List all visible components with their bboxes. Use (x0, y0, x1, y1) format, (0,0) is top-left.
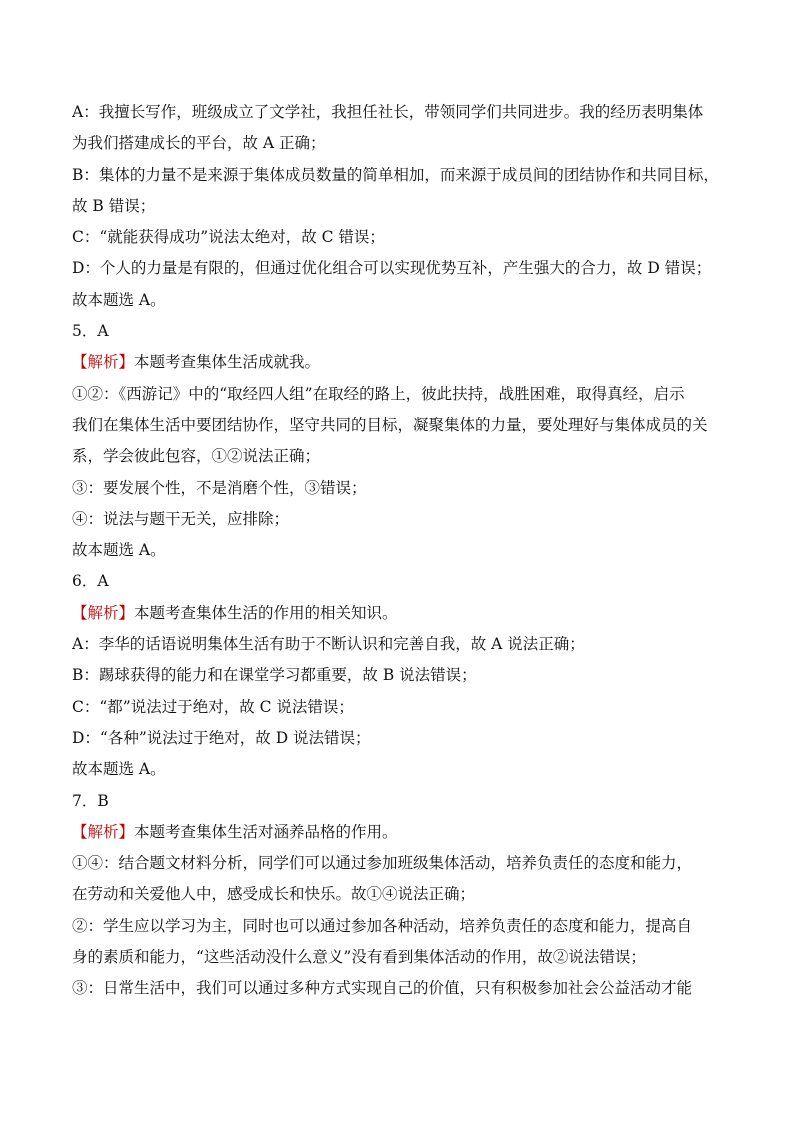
text-line: ③：日常生活中，我们可以通过多种方式实现自己的价值，只有积极参加社会公益活动才能 (72, 979, 693, 998)
text-line: 故本题选 A。 (72, 290, 166, 309)
text-line: 身的素质和能力，“这些活动没什么意义”没有看到集体活动的作用，故②说法错误； (72, 948, 646, 967)
analysis-text: 本题考查集体生活成就我。 (134, 353, 321, 372)
text-line: ①②：《西游记》中的“取经四人组”在取经的路上，彼此扶持，战胜困难，取得真经，启示 (72, 384, 685, 403)
text-line: B：集体的力量不是来源于集体成员数量的简单相加，而来源于成员间的团结协作和共同目标， (72, 165, 719, 184)
text-line: ④：说法与题干无关，应排除； (72, 509, 290, 528)
text-line: 我们在集体生活中要团结协作，坚守共同的目标，凝聚集体的力量，要处理好与集体成员的关 (72, 415, 708, 434)
text-line: A：我擅长写作，班级成立了文学社，我担任社长，带领同学们共同进步。我的经历表明集体 (72, 103, 704, 121)
text-line: 为我们搭建成长的平台，故 A 正确； (72, 134, 326, 153)
text-line: 故本题选 A。 (72, 541, 166, 560)
text-line (72, 817, 726, 848)
text-line: C：“就能获得成功”说法太绝对，故 C 错误； (72, 228, 385, 247)
text-line: 5．A (72, 322, 109, 341)
text-line: ③：要发展个性，不是消磨个性，③错误； (72, 478, 367, 497)
text-line: D：个人的力量是有限的，但通过优化组合可以实现优势互补，产生强大的合力，故 D 错误； (72, 259, 712, 278)
analysis-tag: 【解析】 (72, 353, 135, 372)
text-line: 在劳动和关爱他人中，感受成长和快乐。故①④说法正确； (72, 885, 476, 904)
text-line: 故本题选 A。 (72, 760, 166, 779)
text-line (72, 347, 726, 378)
text-line: B：踢球获得的能力和在课堂学习都重要，故 B 说法错误； (72, 666, 477, 685)
text-line: 系，学会彼此包容，①②说法正确； (72, 447, 321, 466)
analysis-tag: 【解析】 (72, 603, 135, 622)
text-line: ①④：结合题文材料分析，同学们可以通过参加班级集体活动，培养负责任的态度和能力， (72, 854, 693, 873)
text-line: ②：学生应以学习为主，同时也可以通过参加各种活动，培养负责任的态度和能力，提高自 (72, 916, 693, 935)
analysis-text: 本题考查集体生活对涵养品格的作用。 (134, 822, 398, 841)
text-line (72, 598, 726, 629)
text-line: A：李华的话语说明集体生活有助于不断认识和完善自我，故 A 说法正确； (72, 635, 585, 654)
text-line: D：“各种”说法过于绝对，故 D 说法错误； (72, 728, 371, 747)
text-line: 6．A (72, 572, 109, 591)
analysis-text: 本题考查集体生活的作用的相关知识。 (134, 603, 398, 622)
text-line: C：“都”说法过于绝对，故 C 说法错误； (72, 697, 354, 716)
analysis-tag: 【解析】 (72, 822, 135, 841)
text-line: 故 B 错误； (72, 196, 156, 215)
answer-explanation-text (72, 97, 726, 1005)
text-line: 7．B (72, 791, 109, 810)
